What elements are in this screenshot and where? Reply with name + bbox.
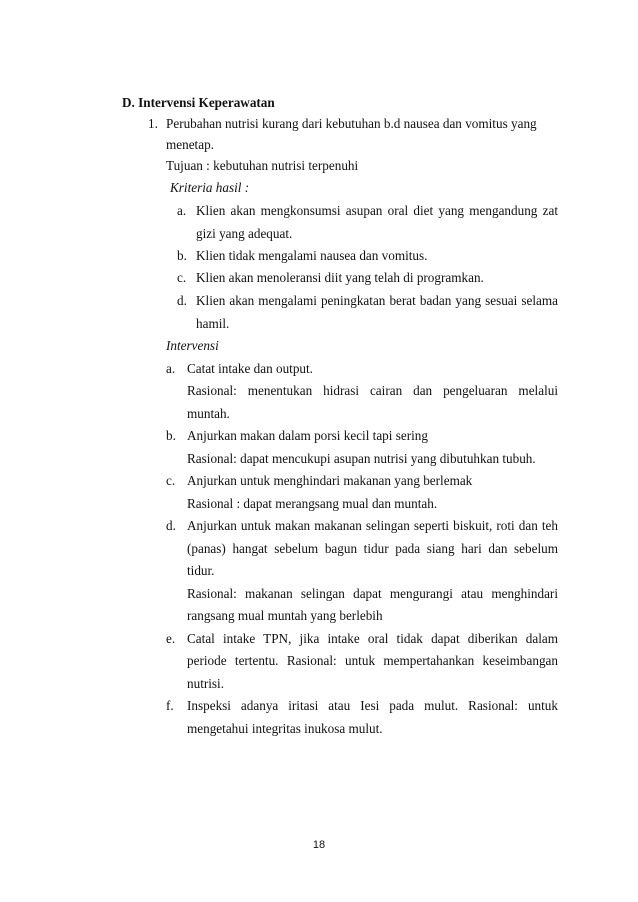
list-item-line: Rasional : dapat merangsang mual dan muntah. (187, 496, 438, 511)
list-letter: d. (166, 518, 176, 533)
list-letter: a. (177, 203, 187, 218)
list-letter: b. (177, 248, 187, 263)
item-text-line: Perubahan nutrisi kurang dari kebutuhan b.d nausea dan vomitus yang (166, 116, 537, 131)
list-item-line: nutrisi. (187, 676, 224, 691)
list-letter: c. (166, 473, 176, 488)
list-item-line: Catal intake TPN, jika intake oral tidak dapat diberikan dalam (187, 631, 558, 646)
list-item-line: periode tertentu. Rasional: untuk mempertahankan keseimbangan (187, 653, 558, 668)
list-letter: f. (166, 698, 174, 713)
item-number: 1. (148, 116, 158, 131)
list-letter: a. (166, 361, 176, 376)
page-number: 18 (312, 839, 326, 851)
item-text-line: menetap. (166, 137, 214, 152)
list-item-line: Anjurkan untuk menghindari makanan yang berlemak (187, 473, 473, 488)
kriteria-label: Kriteria hasil : (170, 180, 250, 195)
list-item-line: tidur. (187, 563, 215, 578)
list-item-line: Klien akan mengalami peningkatan berat badan yang sesuai selama (196, 293, 558, 308)
list-letter: d. (177, 293, 187, 308)
tujuan-text: Tujuan : kebutuhan nutrisi terpenuhi (166, 158, 359, 173)
list-letter: c. (177, 270, 187, 285)
list-item-line: Rasional: dapat mencukupi asupan nutrisi yang dibutuhkan tubuh. (187, 451, 536, 466)
list-item-line: Klien tidak mengalami nausea dan vomitus. (196, 248, 428, 263)
list-item-line: (panas) hangat sebelum bagun tidur pada siang hari dan sebelum (187, 541, 558, 556)
list-item-line: gizi yang adequat. (196, 226, 293, 241)
section-heading: D. Intervensi Keperawatan (122, 95, 275, 110)
list-item-line: Inspeksi adanya iritasi atau Iesi pada mulut. Rasional: untuk (187, 698, 558, 713)
list-item-line: Anjurkan untuk makan makanan selingan seperti biskuit, roti dan teh (187, 518, 558, 533)
list-item-line: Catat intake dan output. (187, 361, 313, 376)
list-item-line: Rasional: menentukan hidrasi cairan dan pengeluaran melalui (187, 383, 558, 398)
list-item-line: rangsang mual muntah yang berlebih (187, 608, 383, 623)
list-item-line: Anjurkan makan dalam porsi kecil tapi sering (187, 428, 428, 443)
list-item-line: Rasional: makanan selingan dapat mengurangi atau menghindari (187, 586, 558, 601)
intervensi-label: Intervensi (166, 338, 219, 353)
list-item-line: Klien akan mengkonsumsi asupan oral diet yang mengandung zat (196, 203, 558, 218)
list-item-line: muntah. (187, 406, 230, 421)
list-item-line: hamil. (196, 316, 230, 331)
list-item-line: Klien akan menoleransi diit yang telah di programkan. (196, 270, 484, 285)
list-letter: e. (166, 631, 176, 646)
list-item-line: mengetahui integritas inukosa mulut. (187, 721, 383, 736)
list-letter: b. (166, 428, 176, 443)
